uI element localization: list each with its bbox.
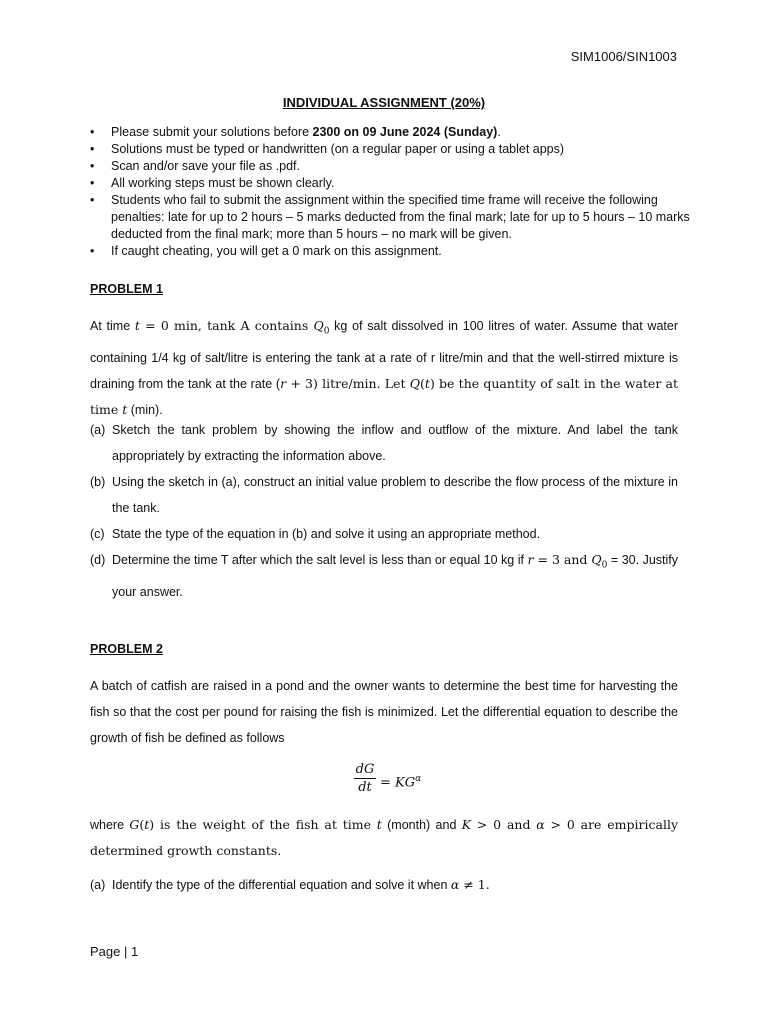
instruction-item: • If caught cheating, you will get a 0 mark on this assignment. [90, 243, 690, 260]
problem-1-part-c: (c) State the type of the equation in (b) and solve it using an appropriate method. [90, 527, 541, 541]
equation-rhs: = $KG^\alpha$ [380, 774, 422, 791]
instruction-item: • Solutions must be typed or handwritten (on a regular paper or using a tablet apps) [90, 141, 690, 158]
problem-1-part-b: (b) Using the sketch in (a), construct an initial value problem to describe the flow process of the mixture in the tank. [90, 475, 678, 515]
instruction-item: • Please submit your solutions before 2300 on 09 June 2024 (Sunday). [90, 124, 690, 141]
instruction-item: • All working steps must be shown clearly. [90, 175, 690, 192]
problem-1-intro: At time t = 0 min, tank A contains $Q_0$ kg of salt dissolved in 100 litres of water. Assume that water containing 1/4 kg of salt/litre is entering the tank at a rate of r litre/min and that the well-stirred mixture is draining from the tank at the rate (r + 3) litre/min. Let Q(t) be the quantity of salt in the water at time t (min). [90, 318, 679, 417]
equation-denominator: dt [358, 780, 372, 795]
assignment-title: INDIVIDUAL ASSIGNMENT (20%) [282, 95, 486, 110]
page-number: Page | 1 [90, 944, 139, 959]
deadline-text: 2300 on 09 June 2024 (Sunday) [312, 125, 498, 139]
instructions-list [90, 124, 690, 260]
instruction-item: • Students who fail to submit the assignment within the specified time frame will receive the following penalties: late for up to 2 hours – 5 marks deducted from the final mark; late for up to 5 hours – 10 marks deducted from the final mark; more than 5 hours – no mark will be given. [90, 192, 690, 243]
problem-1-heading: PROBLEM 1 [90, 282, 163, 296]
course-code: SIM1006/SIN1003 [570, 49, 677, 64]
equation-numerator: dG [355, 762, 375, 777]
problem-2-heading: PROBLEM 2 [90, 642, 163, 656]
problem-1-part-a: (a) Sketch the tank problem by showing the inflow and outflow of the mixture. And label the tank appropriately by extracting the information above. [90, 423, 678, 463]
fraction-bar [354, 778, 376, 779]
instruction-item: • Scan and/or save your file as .pdf. [90, 158, 690, 175]
problem-1-part-d: (d) Determine the time T after which the salt level is less than or equal 10 kg if r = 3 and $Q_0 = 30$. Justify your answer. [90, 552, 678, 599]
problem-2-where: where G(t) is the weight of the fish at time t (month) and K > 0 and α > 0 are empirically determined growth constants. [90, 817, 679, 858]
problem-2-intro: A batch of catfish are raised in a pond and the owner wants to determine the best time for harvesting the fish so that the cost per pound for raising the fish is minimized. Let the differential equation to describe the growth of fish be defined as follows [90, 679, 678, 745]
growth-equation [354, 762, 422, 795]
problem-2-part-a: (a) Identify the type of the differential equation and solve it when α ≠ 1. [90, 877, 490, 892]
